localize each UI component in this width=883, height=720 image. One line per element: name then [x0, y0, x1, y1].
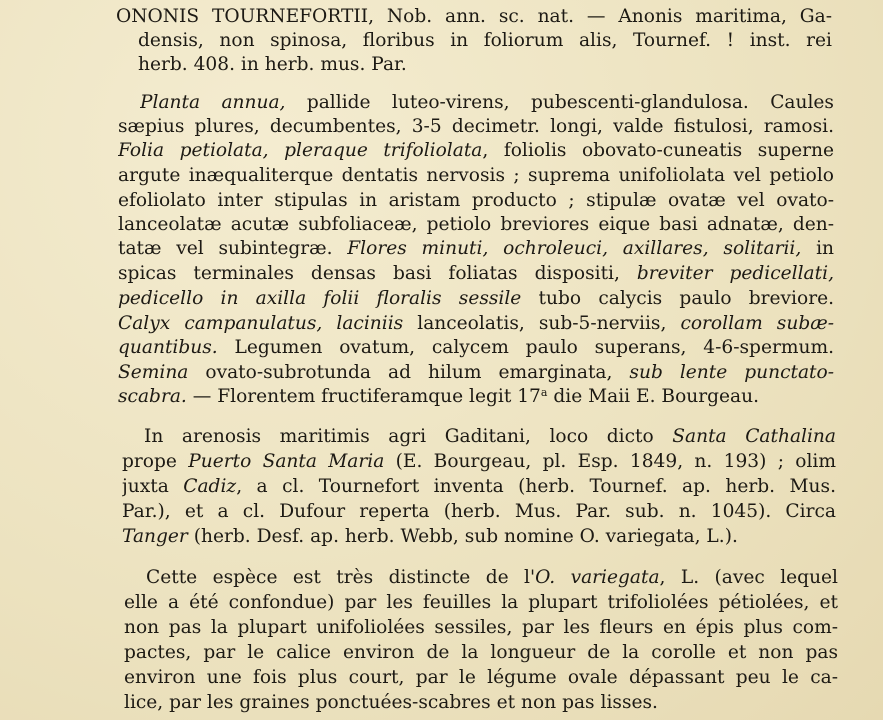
p1-line-2: densis, non spinosa, floribus in foliorum alis, Tournef. ! inst. rei: [138, 30, 832, 51]
p2-line-5: efoliolato inter stipulas in aristam producto ; stipulæ ovatæ vel ovato-: [118, 190, 834, 211]
p2-line-12: Semina ovato-subrotunda ad hilum emarginata, sub lente punctato-: [118, 362, 834, 383]
p2-line-7: tatæ vel subintegræ. Flores minuti, ochroleuci, axillares, solitarii, in: [118, 238, 834, 259]
p2-line-2: sæpius plures, decumbentes, 3-5 decimetr. longi, valde fistulosi, ramosi.: [118, 116, 834, 137]
p2-line-3: Folia petiolata, pleraque trifoliolata, foliolis obovato-cuneatis superne: [118, 140, 834, 161]
p3-line-4: Par.), et a cl. Dufour reperta (herb. Mus. Par. sub. n. 1045). Circa: [122, 501, 836, 522]
p4-line-1: Cette espèce est très distincte de l'O. variegata, L. (avec lequel: [146, 567, 838, 588]
p2-line-6: lanceolatæ acutæ subfoliaceæ, petiolo breviores eique basi adnatæ, den-: [118, 214, 834, 235]
p4-line-5: environ une fois plus court, par le légume ovale dépassant peu le ca-: [124, 667, 838, 688]
p4-line-3: non pas la plupart unifoliolées sessiles, par les fleurs en épis plus com-: [124, 617, 838, 638]
p2-line-13: scabra. — Florentem fructiferamque legit 17$^a$ die Maii E. Bourgeau.: [118, 386, 760, 407]
p2-line-8: spicas terminales densas basi foliatas dispositi, breviter pedicellati,: [118, 263, 834, 284]
p3-line-5: Tanger (herb. Desf. ap. herb. Webb, sub nomine O. variegata, L.).: [122, 526, 738, 547]
p4-line-4: pactes, par le calice environ de la longueur de la corolle et non pas: [124, 642, 838, 663]
p3-line-1: In arenosis maritimis agri Gaditani, loco dicto Santa Cathalina: [144, 426, 836, 447]
p2-line-1: Planta annua, pallide luteo-virens, pubescenti-glandulosa. Caules: [140, 92, 834, 113]
p4-line-6: lice, par les graines ponctuées-scabres et non pas lisses.: [124, 692, 658, 713]
species-name: ONONIS TOURNEFORTII: [116, 6, 369, 27]
p4-line-2: elle a été confondue) par les feuilles la plupart trifoliolées pétiolées, et: [124, 592, 838, 613]
p3-line-2: prope Puerto Santa Maria (E. Bourgeau, pl. Esp. 1849, n. 193) ; olim: [122, 451, 836, 472]
p2-line-11: quantibus. Legumen ovatum, calycem paulo superans, 4-6-spermum.: [118, 337, 834, 358]
p3-line-3: juxta Cadiz, a cl. Tournefort inventa (herb. Tournef. ap. herb. Mus.: [122, 476, 836, 497]
p1-line-3: herb. 408. in herb. mus. Par.: [138, 54, 407, 75]
p2-line-9: pedicello in axilla folii floralis sessile tubo calycis paulo breviore.: [118, 288, 834, 309]
p2-line-10: Calyx campanulatus, laciniis lanceolatis, sub-5-nerviis, corollam subæ-: [118, 313, 834, 334]
p1-line-1: ONONIS TOURNEFORTII, Nob. ann. sc. nat. — Anonis maritima, Ga-: [116, 6, 832, 27]
p2-line-4: argute inæqualiterque dentatis nervosis ; suprema unifoliolata vel petiolo: [118, 165, 834, 186]
